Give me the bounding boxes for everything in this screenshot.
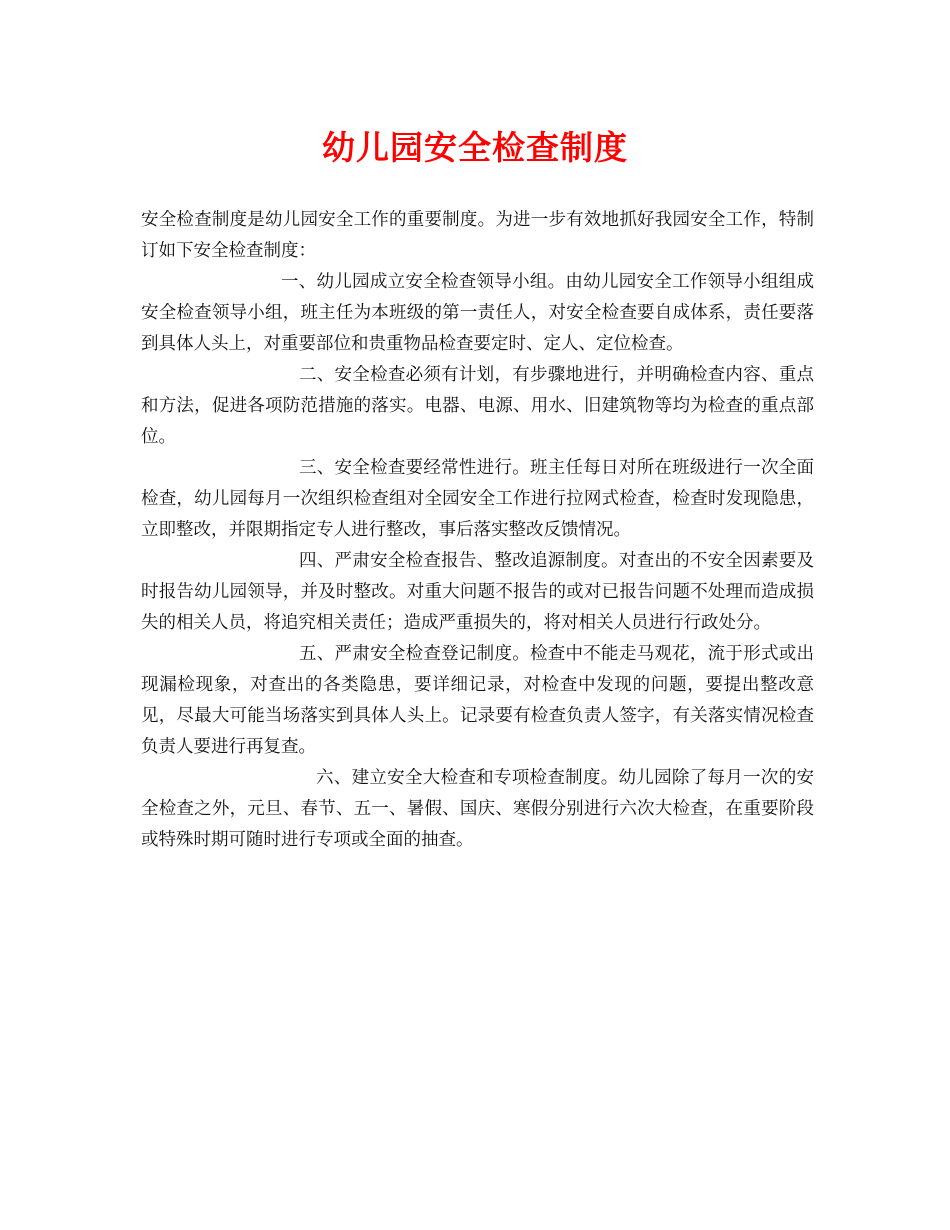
rule-paragraph-5: 五、严肃安全检查登记制度。检查中不能走马观花，流于形式或出现漏检现象，对查出的各类隐患，要详细记录，对检查中发现的问题，要提出整改意见，尽最大可能当场落实到具体人头上。记录要有检查负责人签字，有关落实情况检查负责人要进行再复查。 xyxy=(141,644,814,757)
document-title: 幼儿园安全检查制度 xyxy=(322,128,628,167)
rule-paragraph-2: 二、安全检查必须有计划，有步骤地进行，并明确检查内容、重点和方法，促进各项防范措施的落实。电器、电源、用水、旧建筑物等均为检查的重点部位。 xyxy=(141,365,814,447)
intro-paragraph: 安全检查制度是幼儿园安全工作的重要制度。为进一步有效地抓好我园安全工作，特制订如下安全检查制度： xyxy=(141,210,814,261)
rule-paragraph-6: 六、建立安全大检查和专项检查制度。幼儿园除了每月一次的安全检查之外，元旦、春节、五一、暑假、国庆、寒假分别进行六次大检查，在重要阶段或特殊时期可随时进行专项或全面的抽查。 xyxy=(141,768,814,850)
document-body xyxy=(141,205,814,856)
rule-paragraph-4: 四、严肃安全检查报告、整改追源制度。对查出的不安全因素要及时报告幼儿园领导，并及时整改。对重大问题不报告的或对已报告问题不处理而造成损失的相关人员，将追究相关责任；造成严重损失的，将对相关人员进行行政处分。 xyxy=(141,551,814,633)
rule-paragraph-3: 三、安全检查要经常性进行。班主任每日对所在班级进行一次全面检查，幼儿园每月一次组织检查组对全园安全工作进行拉网式检查，检查时发现隐患，立即整改，并限期指定专人进行整改，事后落实整改反馈情况。 xyxy=(141,458,814,540)
rule-paragraph-1: 一、幼儿园成立安全检查领导小组。由幼儿园安全工作领导小组组成安全检查领导小组，班主任为本班级的第一责任人，对安全检查要自成体系，责任要落到具体人头上，对重要部位和贵重物品检查要定时、定人、定位检查。 xyxy=(141,272,814,354)
